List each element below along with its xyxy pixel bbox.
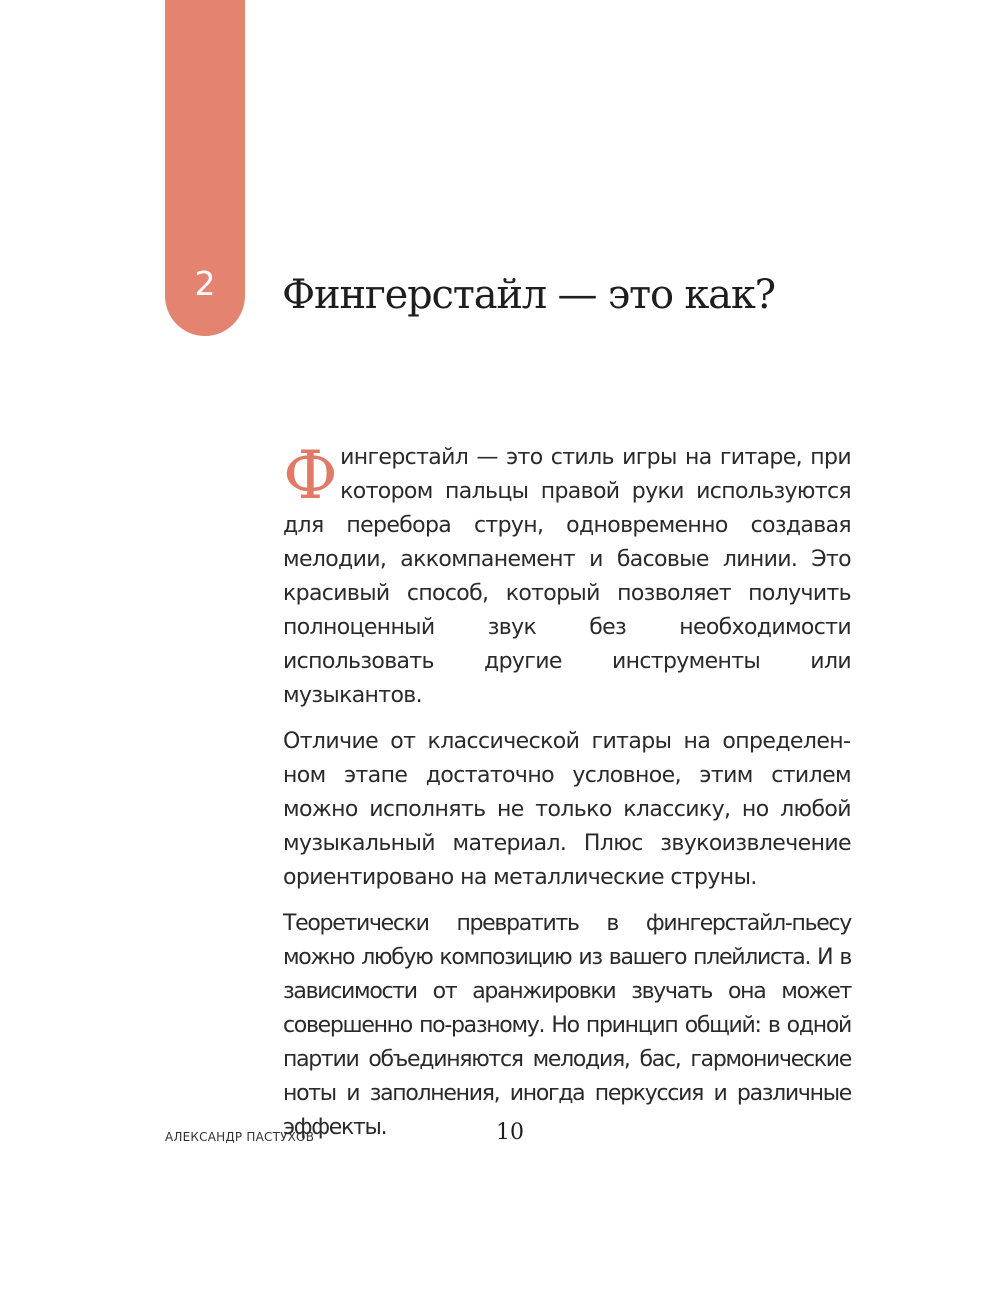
paragraph-3: Теоретически превратить в фингерстайл-пьесу можно любую композицию из вашего плейлиста. И в зависимости от аранжировки звучать она может совершенно по-разному. Но принцип общий: в одной партии объединяются мелодия, бас, гармонические ноты и заполнения, иногда перкуссия и различные эффекты. bbox=[283, 911, 851, 1140]
footer-author: АЛЕКСАНДР ПАСТУХОВ bbox=[165, 1130, 315, 1144]
paragraph-1 bbox=[283, 437, 851, 713]
paragraph-2: Отличие от классической гитары на определенном этапе достаточно условное, этим стилем можно исполнять не только классику, но любой музыкальный материал. Плюс звукоизвлечение ориентировано на металлические струны. bbox=[283, 729, 851, 890]
paragraph-1-text: ингерстайл — это стиль игры на гитаре, при котором пальцы правой руки используются для перебора струн, одновременно создавая мелодии, аккомпанемент и басовые линии. Это красивый способ, который позволяет получить полноценный звук без необходимости использовать другие инструменты или музыкантов. bbox=[283, 445, 851, 708]
chapter-title: Фингерстайл — это как? bbox=[282, 272, 775, 318]
chapter-number: 2 bbox=[194, 264, 216, 303]
drop-cap: Ф bbox=[283, 437, 338, 514]
body-text bbox=[283, 437, 851, 1145]
page-number: 10 bbox=[496, 1120, 524, 1145]
